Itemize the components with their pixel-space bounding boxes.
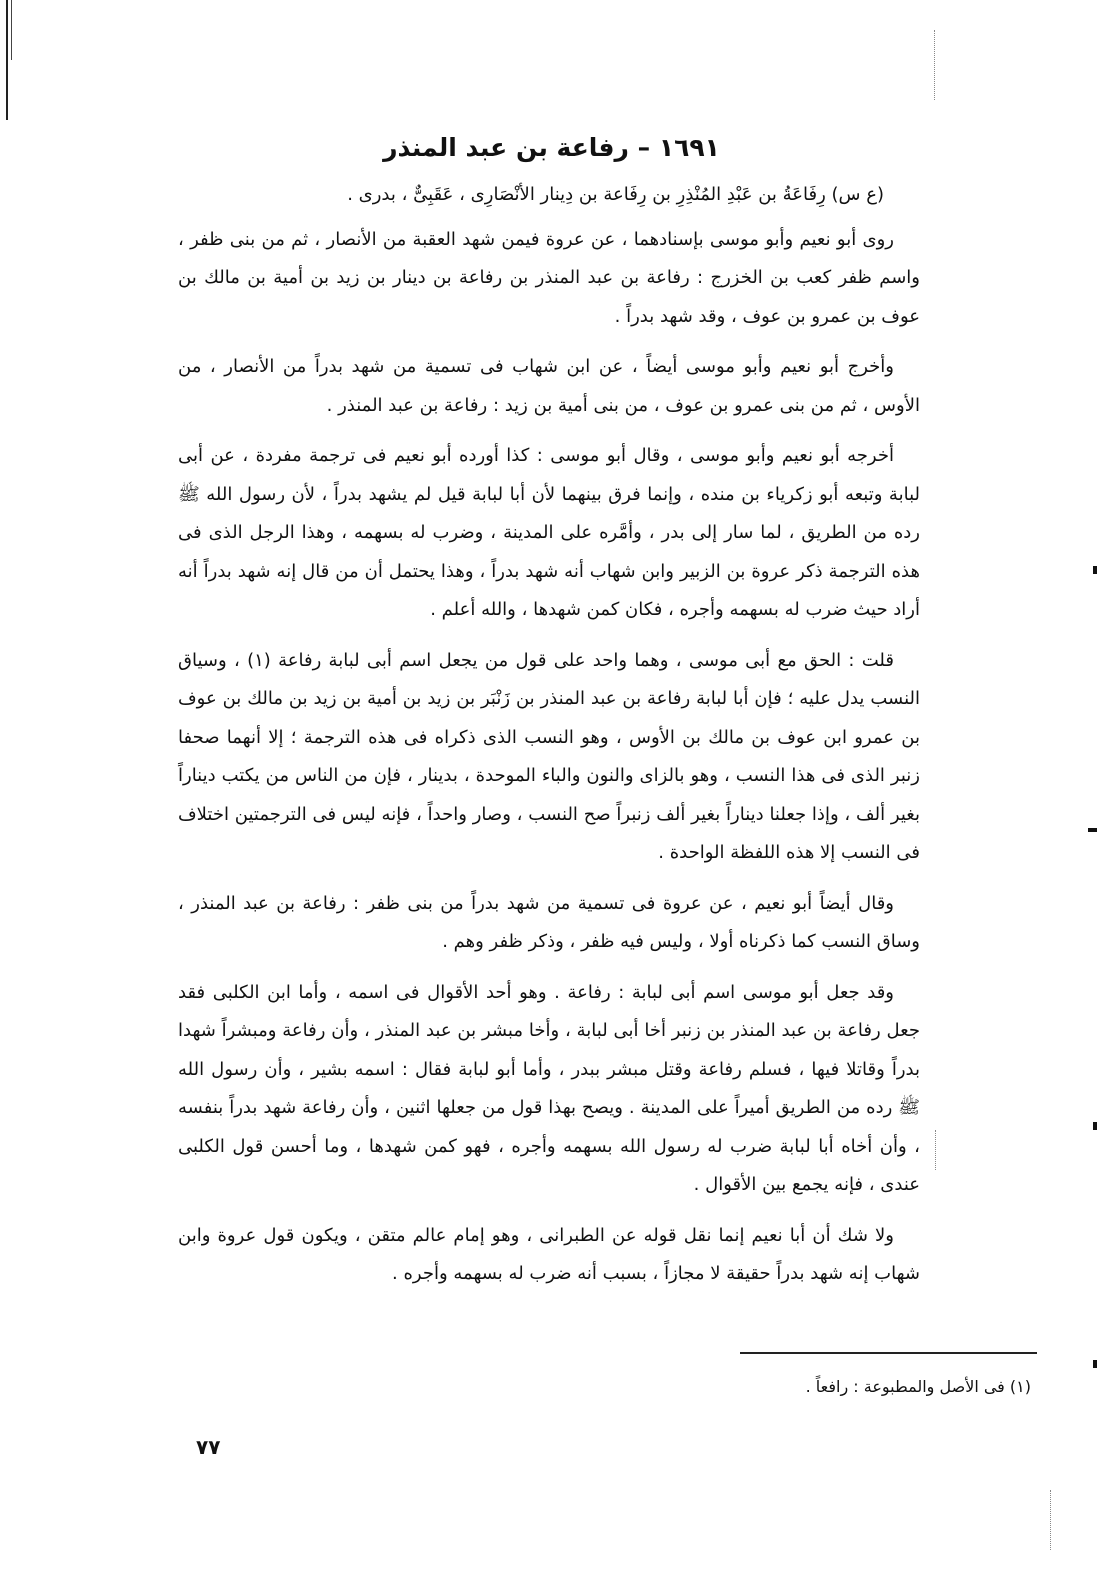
margin-mark: [1093, 1360, 1097, 1368]
scan-dots: [934, 30, 936, 100]
paragraph: وأخرج أبو نعيم وأبو موسى أيضاً ، عن ابن شهاب فى تسمية من شهد بدراً من الأنصار ، من الأوس ، ثم من بنى عمرو بن عوف ، من بنى أمية بن زيد : رفاعة بن عبد المنذر .: [178, 356, 920, 416]
margin-mark: [1088, 828, 1097, 832]
entry-heading: ١٦٩١ – رفاعة بن عبد المنذر: [383, 133, 720, 162]
margin-mark: [1093, 1122, 1097, 1130]
margin-mark: [1093, 566, 1097, 574]
paragraph: قلت : الحق مع أبى موسى ، وهما واحد على قول من يجعل اسم أبى لبابة رفاعة (١) ، وسياق النسب يدل عليه ؛ فإن أبا لبابة رفاعة بن عبد المنذر بن زَنْبَر بن زيد بن أمية بن زيد بن مالك بن عوف بن عمرو ابن عوف بن مالك بن الأوس ، وهو النسب الذى ذكراه فى هذه الترجمة ؛ إلا أنهما صحفا زنبر الذى فى هذا النسب ، وهو بالزاى والنون والباء الموحدة ، بدينار ، فإن من الناس من يكتب ديناراً بغير ألف ، وإذا جعلنا ديناراً بغير ألف زنبراً صح النسب ، وصار واحداً ، فإنه ليس فى الترجمتين اختلاف فى النسب إلا هذه اللفظة الواحدة .: [178, 649, 920, 863]
footnote: (١) فى الأصل والمطبوعة : رافعاً .: [805, 1377, 1031, 1396]
paragraph: روى أبو نعيم وأبو موسى بإسنادهما ، عن عروة فيمن شهد العقبة من الأنصار ، ثم من بنى ظفر ، واسم ظفر كعب بن الخزرج : رفاعة بن عبد المنذر بن رفاعة بن دينار بن زيد بن أمية بن مالك بن عوف بن عمرو بن عوف ، وقد شهد بدراً .: [178, 228, 920, 327]
paragraph: وقال أيضاً أبو نعيم ، عن عروة فى تسمية من شهد بدراً من بنى ظفر : رفاعة بن عبد المنذر ، وساق النسب كما ذكرناه أولا ، وليس فيه ظفر ، وذكر ظفر وهم .: [178, 892, 920, 952]
paragraph: ولا شك أن أبا نعيم إنما نقل قوله عن الطبرانى ، وهو إمام عالم متقن ، ويكون قول عروة وابن شهاب إنه شهد بدراً حقيقة لا مجازاً ، بسبب أنه ضرب له بسهمه وأجره .: [178, 1224, 920, 1284]
paragraph: أخرجه أبو نعيم وأبو موسى ، وقال أبو موسى : كذا أورده أبو نعيم فى ترجمة مفردة ، عن أبى لبابة وتبعه أبو زكرياء بن منده ، وإنما فرق بينهما لأن أبا لبابة قيل لم يشهد بدراً ، لأن رسول الله ﷺ رده من الطريق ، لما سار إلى بدر ، وأمَّره على المدينة ، وضرب له بسهمه ، وهذا الرجل الذى فى هذه الترجمة ذكر عروة بن الزبير وابن شهاب أنه شهد بدراً ، وهذا يحتمل أن من قال إنه شهد بدراً أنه أراد حيث ضرب له بسهمه وأجره ، فكان كمن شهدها ، والله أعلم .: [178, 445, 920, 620]
paragraph: وقد جعل أبو موسى اسم أبى لبابة : رفاعة . وهو أحد الأقوال فى اسمه ، وأما ابن الكلبى فقد جعل رفاعة بن عبد المنذر بن زنبر أخا أبى لبابة ، وأخا مبشر بن عبد المنذر ، وأن رفاعة ومبشراً شهدا بدراً وقاتلا فيها ، فسلم رفاعة وقتل مبشر ببدر ، وأما أبو لبابة فقال : اسمه بشير ، وأن رسول الله ﷺ رده من الطريق أميراً على المدينة . ويصح بهذا قول من جعلها اثنين ، وأن رفاعة شهد بدراً بنفسه ، وأن أخاه أبا لبابة ضرب له رسول الله بسهمه وأجره ، فهو كمن شهدها ، وما أحسن قول الكلبى عندى ، فإنه يجمع بين الأقوال .: [178, 981, 920, 1195]
scan-dots: [1050, 1490, 1052, 1550]
entry-intro: (ع س) رِفَاعَةُ بن عَبْدِ المُنْذِرِ بن رِفَاعة بن دِينار الأنْصَارِى ، عَقَبِىٌّ ، بدرى .: [347, 184, 884, 205]
scan-edge-mark: [11, 0, 12, 60]
page-number: ٧٧: [196, 1435, 221, 1459]
scan-dots: [935, 1130, 937, 1170]
scan-edge-mark: [6, 0, 8, 120]
body-text: [178, 176, 920, 1306]
footnote-divider: [740, 1352, 1037, 1354]
